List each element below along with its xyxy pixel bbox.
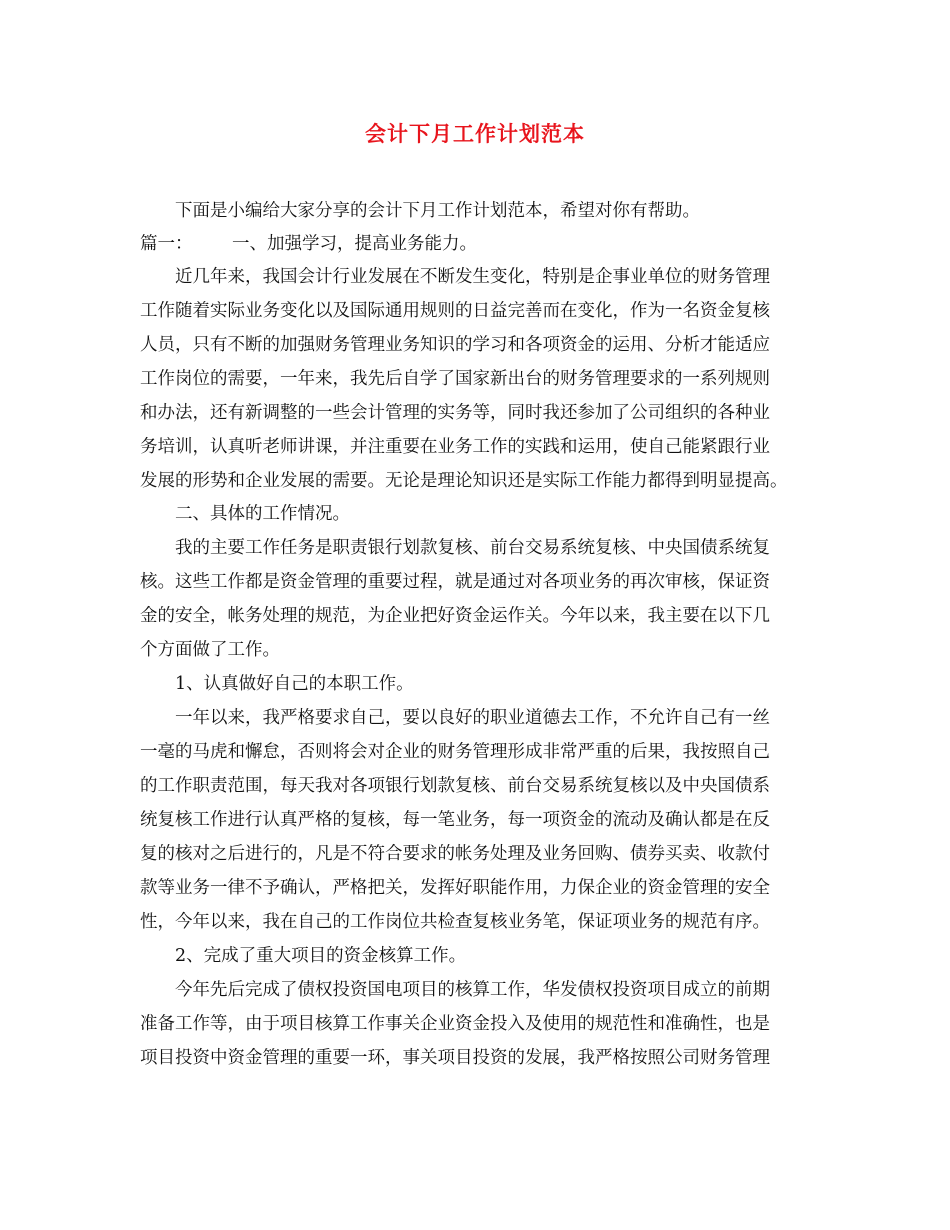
- body-line: 一年以来，我严格要求自己，要以良好的职业道德去工作，不允许自己有一丝: [175, 708, 770, 728]
- body-line: 务培训，认真听老师讲课，并注重要在业务工作的实践和运用，使自己能紧跟行业: [140, 437, 770, 457]
- body-line: 今年先后完成了债权投资国电项目的核算工作，华发债权投资项目成立的前期: [175, 980, 770, 1000]
- body-line: 准备工作等，由于项目核算工作事关企业资金投入及使用的规范性和准确性，也是: [140, 1014, 770, 1034]
- section-heading: 2、完成了重大项目的资金核算工作。: [175, 946, 467, 966]
- section-heading: 1、认真做好自己的本职工作。: [175, 674, 414, 694]
- body-line: 近几年来，我国会计行业发展在不断发生变化，特别是企事业单位的财务管理: [175, 267, 770, 287]
- body-line: 的工作职责范围，每天我对各项银行划款复核、前台交易系统复核以及中央国债系: [140, 776, 770, 796]
- body-line: 性，今年以来，我在自己的工作岗位共检查复核业务笔，保证项业务的规范有序。: [140, 912, 770, 932]
- body-line: 人员，只有不断的加强财务管理业务知识的学习和各项资金的运用、分析才能适应: [140, 335, 770, 355]
- body-line: 核。这些工作都是资金管理的重要过程，就是通过对各项业务的再次审核，保证资: [140, 572, 770, 592]
- intro-paragraph: 下面是小编给大家分享的会计下月工作计划范本，希望对你有帮助。: [175, 201, 700, 221]
- body-line: 统复核工作进行认真严格的复核，每一笔业务，每一项资金的流动及确认都是在反: [140, 810, 770, 830]
- body-line: 一毫的马虎和懈怠，否则将会对企业的财务管理形成非常严重的后果，我按照自己: [140, 742, 770, 762]
- body-line: 款等业务一律不予确认，严格把关，发挥好职能作用，力保企业的资金管理的安全: [140, 878, 770, 898]
- body-line: 工作岗位的需要，一年来，我先后自学了国家新出台的财务管理要求的一系列规则: [140, 369, 770, 389]
- body-line: 个方面做了工作。: [140, 640, 280, 660]
- section-heading: 一、加强学习，提高业务能力。: [232, 234, 477, 254]
- body-line: 金的安全，帐务处理的规范，为企业把好资金运作关。今年以来，我主要在以下几: [140, 606, 770, 626]
- body-line: 工作随着实际业务变化以及国际通用规则的日益完善而在变化，作为一名资金复核: [140, 301, 770, 321]
- body-line: 发展的形势和企业发展的需要。无论是理论知识还是实际工作能力都得到明显提高。: [140, 471, 788, 491]
- document-title: 会计下月工作计划范本: [365, 121, 585, 146]
- section-label: 篇一：: [140, 234, 193, 254]
- body-line: 项目投资中资金管理的重要一环，事关项目投资的发展，我严格按照公司财务管理: [140, 1048, 770, 1068]
- body-line: 复的核对之后进行的，凡是不符合要求的帐务处理及业务回购、债券买卖、收款付: [140, 844, 770, 864]
- body-line: 我的主要工作任务是职责银行划款复核、前台交易系统复核、中央国债系统复: [175, 538, 770, 558]
- body-line: 和办法，还有新调整的一些会计管理的实务等，同时我还参加了公司组织的各种业: [140, 403, 770, 423]
- section-heading: 二、具体的工作情况。: [175, 504, 350, 524]
